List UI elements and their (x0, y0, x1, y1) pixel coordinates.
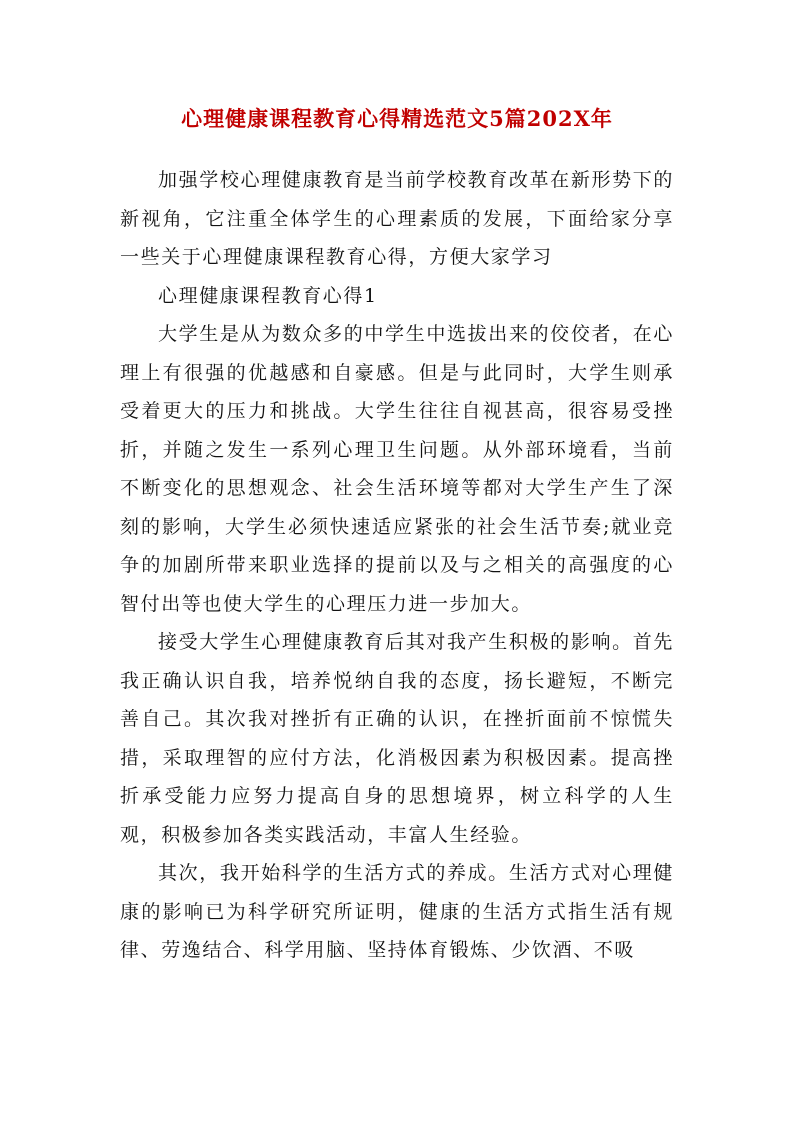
section-heading: 心理健康课程教育心得1 (158, 284, 378, 307)
paragraph: 大学生是从为数众多的中学生中选拔出来的佼佼者，在心理上有很强的优越感和自豪感。但是与此同时，大学生则承受着更大的压力和挑战。大学生往往自视甚高，很容易受挫折，并随之发生一系列心理卫生问题。从外部环境看，当前不断变化的思想观念、社会生活环境等都对大学生产生了深刻的影响，大学生必须快速适应紧张的社会生活节奏;就业竞争的加剧所带来职业选择的提前以及与之相关的高强度的心智付出等也使大学生的心理压力进一步加大。 (120, 323, 674, 615)
paragraph-intro: 加强学校心理健康教育是当前学校教育改革在新形势下的新视角，它注重全体学生的心理素质的发展，下面给家分享一些关于心理健康课程教育心得，方便大家学习 (120, 169, 674, 268)
document-title: 心理健康课程教育心得精选范文5篇202X年 (181, 106, 613, 131)
document-body (120, 161, 674, 970)
paragraph: 其次，我开始科学的生活方式的养成。生活方式对心理健康的影响已为科学研究所证明，健康的生活方式指生活有规律、劳逸结合、科学用脑、坚持体育锻炼、少饮酒、不吸 (120, 862, 674, 961)
paragraph: 接受大学生心理健康教育后其对我产生积极的影响。首先我正确认识自我，培养悦纳自我的态度，扬长避短，不断完善自己。其次我对挫折有正确的认识，在挫折面前不惊慌失措，采取理智的应付方法，化消极因素为积极因素。提高挫折承受能力应努力提高自身的思想境界，树立科学的人生观，积极参加各类实践活动，丰富人生经验。 (120, 631, 674, 846)
